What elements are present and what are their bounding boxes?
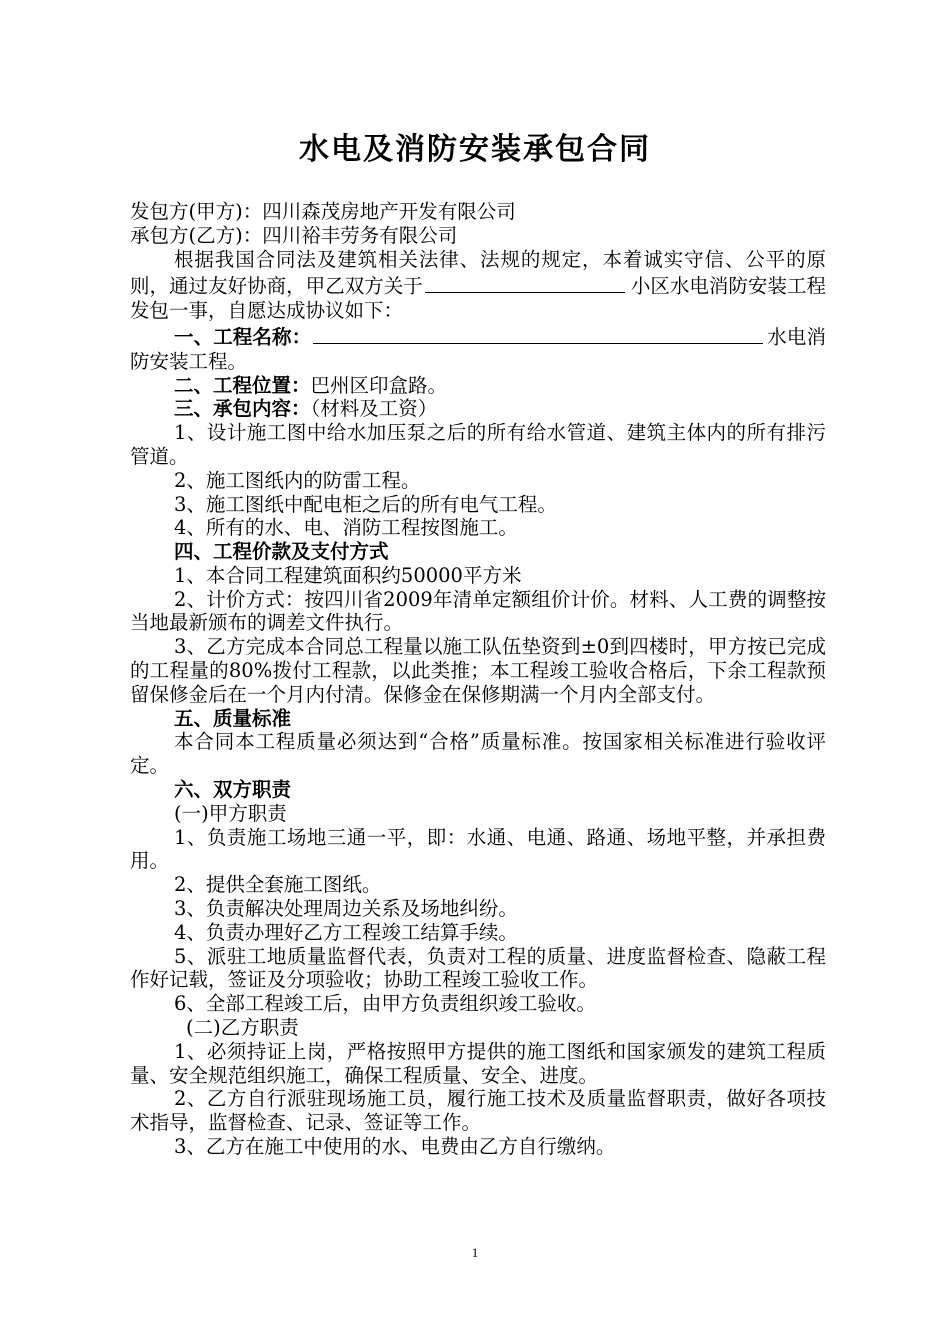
party-b-line: 承包方(乙方)：四川裕丰劳务有限公司: [130, 223, 458, 247]
section-3-item: 3、施工图纸中配电柜之后的所有电气工程。: [174, 492, 557, 516]
section-2-heading: 二、工程位置：: [174, 373, 311, 397]
section-1: [130, 322, 826, 373]
party-a-duty-item: 4、负责办理好乙方工程竣工结算手续。: [174, 920, 518, 944]
section-3-item: 4、所有的水、电、消防工程按图施工。: [174, 516, 518, 540]
section-3-item: 2、施工图纸内的防雷工程。: [174, 468, 421, 492]
section-1-heading: 一、工程名称：: [174, 325, 312, 349]
contract-body: [130, 200, 826, 1159]
section-4-item: 3、乙方完成本合同总工程量以施工队伍垫资到±0到四楼时，甲方按已完成的工程量的80%拨付工程款，以此类推；本工程竣工验收合格后，下余工程款预留保修金后在一个月内付清。保修金在保修期满一个月内全部支付。: [130, 635, 826, 706]
section-4-item: 2、计价方式：按四川省2009年清单定额组价计价。材料、人工费的调整按当地最新颁布的调差文件执行。: [130, 587, 826, 635]
section-3-item: 1、设计施工图中给水加压泵之后的所有给水管道、建筑主体内的所有排污管道。: [130, 421, 826, 468]
section-2-value: 巴州区印盒路。: [310, 373, 448, 397]
blank-community-name: [425, 271, 625, 292]
party-a-duty-item: 3、负责解决处理周边关系及场地纠纷。: [174, 897, 518, 921]
intro-paragraph: [130, 248, 826, 323]
section-6-heading: 六、双方职责: [174, 778, 292, 802]
section-3: [130, 397, 826, 421]
party-a-duty-item: 6、全部工程竣工后，由甲方负责组织竣工验收。: [174, 992, 596, 1016]
party-a-line: 发包方(甲方)：四川森茂房地产开发有限公司: [130, 200, 516, 223]
section-4-item: 1、本合同工程建筑面积约50000平方米: [174, 563, 522, 587]
contract-title: 水电及消防安装承包合同: [299, 132, 651, 167]
party-a-duty-item: 5、派驻工地质量监督代表，负责对工程的质量、进度监督检查、隐蔽工程作好记载，签证及分项验收；协助工程竣工验收工作。: [130, 944, 826, 992]
party-b-duty-item: 2、乙方自行派驻现场施工员，履行施工技术及质量监督职责，做好各项技术指导，监督检查、记录、签证等工作。: [130, 1087, 826, 1135]
section-1-tail: 水电消防安装工程。: [130, 325, 826, 373]
section-3-heading: 三、承包内容：: [174, 397, 311, 421]
section-2: [130, 374, 826, 398]
page-number: 1: [471, 1245, 479, 1260]
party-a-duty-item: 1、负责施工场地三通一平，即：水通、电通、路通、场地平整，并承担费用。: [130, 825, 826, 873]
party-a-duty-item: 2、提供全套施工图纸。: [174, 873, 382, 897]
party-a-duties-heading: (一)甲方职责: [174, 801, 287, 825]
intro-text-2: 小区水电消防安装工程发包一事，自愿达成协议如下：: [130, 274, 826, 322]
section-5-text: 本合同本工程质量必须达到“合格”质量标准。按国家相关标准进行验收评定。: [130, 730, 826, 778]
party-b-duty-item: 3、乙方在施工中使用的水、电费由乙方自行缴纳。: [174, 1135, 616, 1159]
intro-text-1: 根据我国合同法及建筑相关法律、法规的规定，本着诚实守信、公平的原则，通过友好协商，甲乙双方关于: [130, 247, 826, 298]
party-b-duties-heading: (二)乙方职责: [186, 1016, 299, 1040]
section-4-heading: 四、工程价款及支付方式: [174, 540, 389, 564]
section-3-note: （材料及工资）: [310, 397, 438, 421]
section-5-heading: 五、质量标准: [174, 706, 292, 730]
party-b-duty-item: 1、必须持证上岗，严格按照甲方提供的施工图纸和国家颁发的建筑工程质量、安全规范组织施工，确保工程质量、安全、进度。: [130, 1039, 826, 1087]
blank-project-name: [313, 322, 763, 343]
